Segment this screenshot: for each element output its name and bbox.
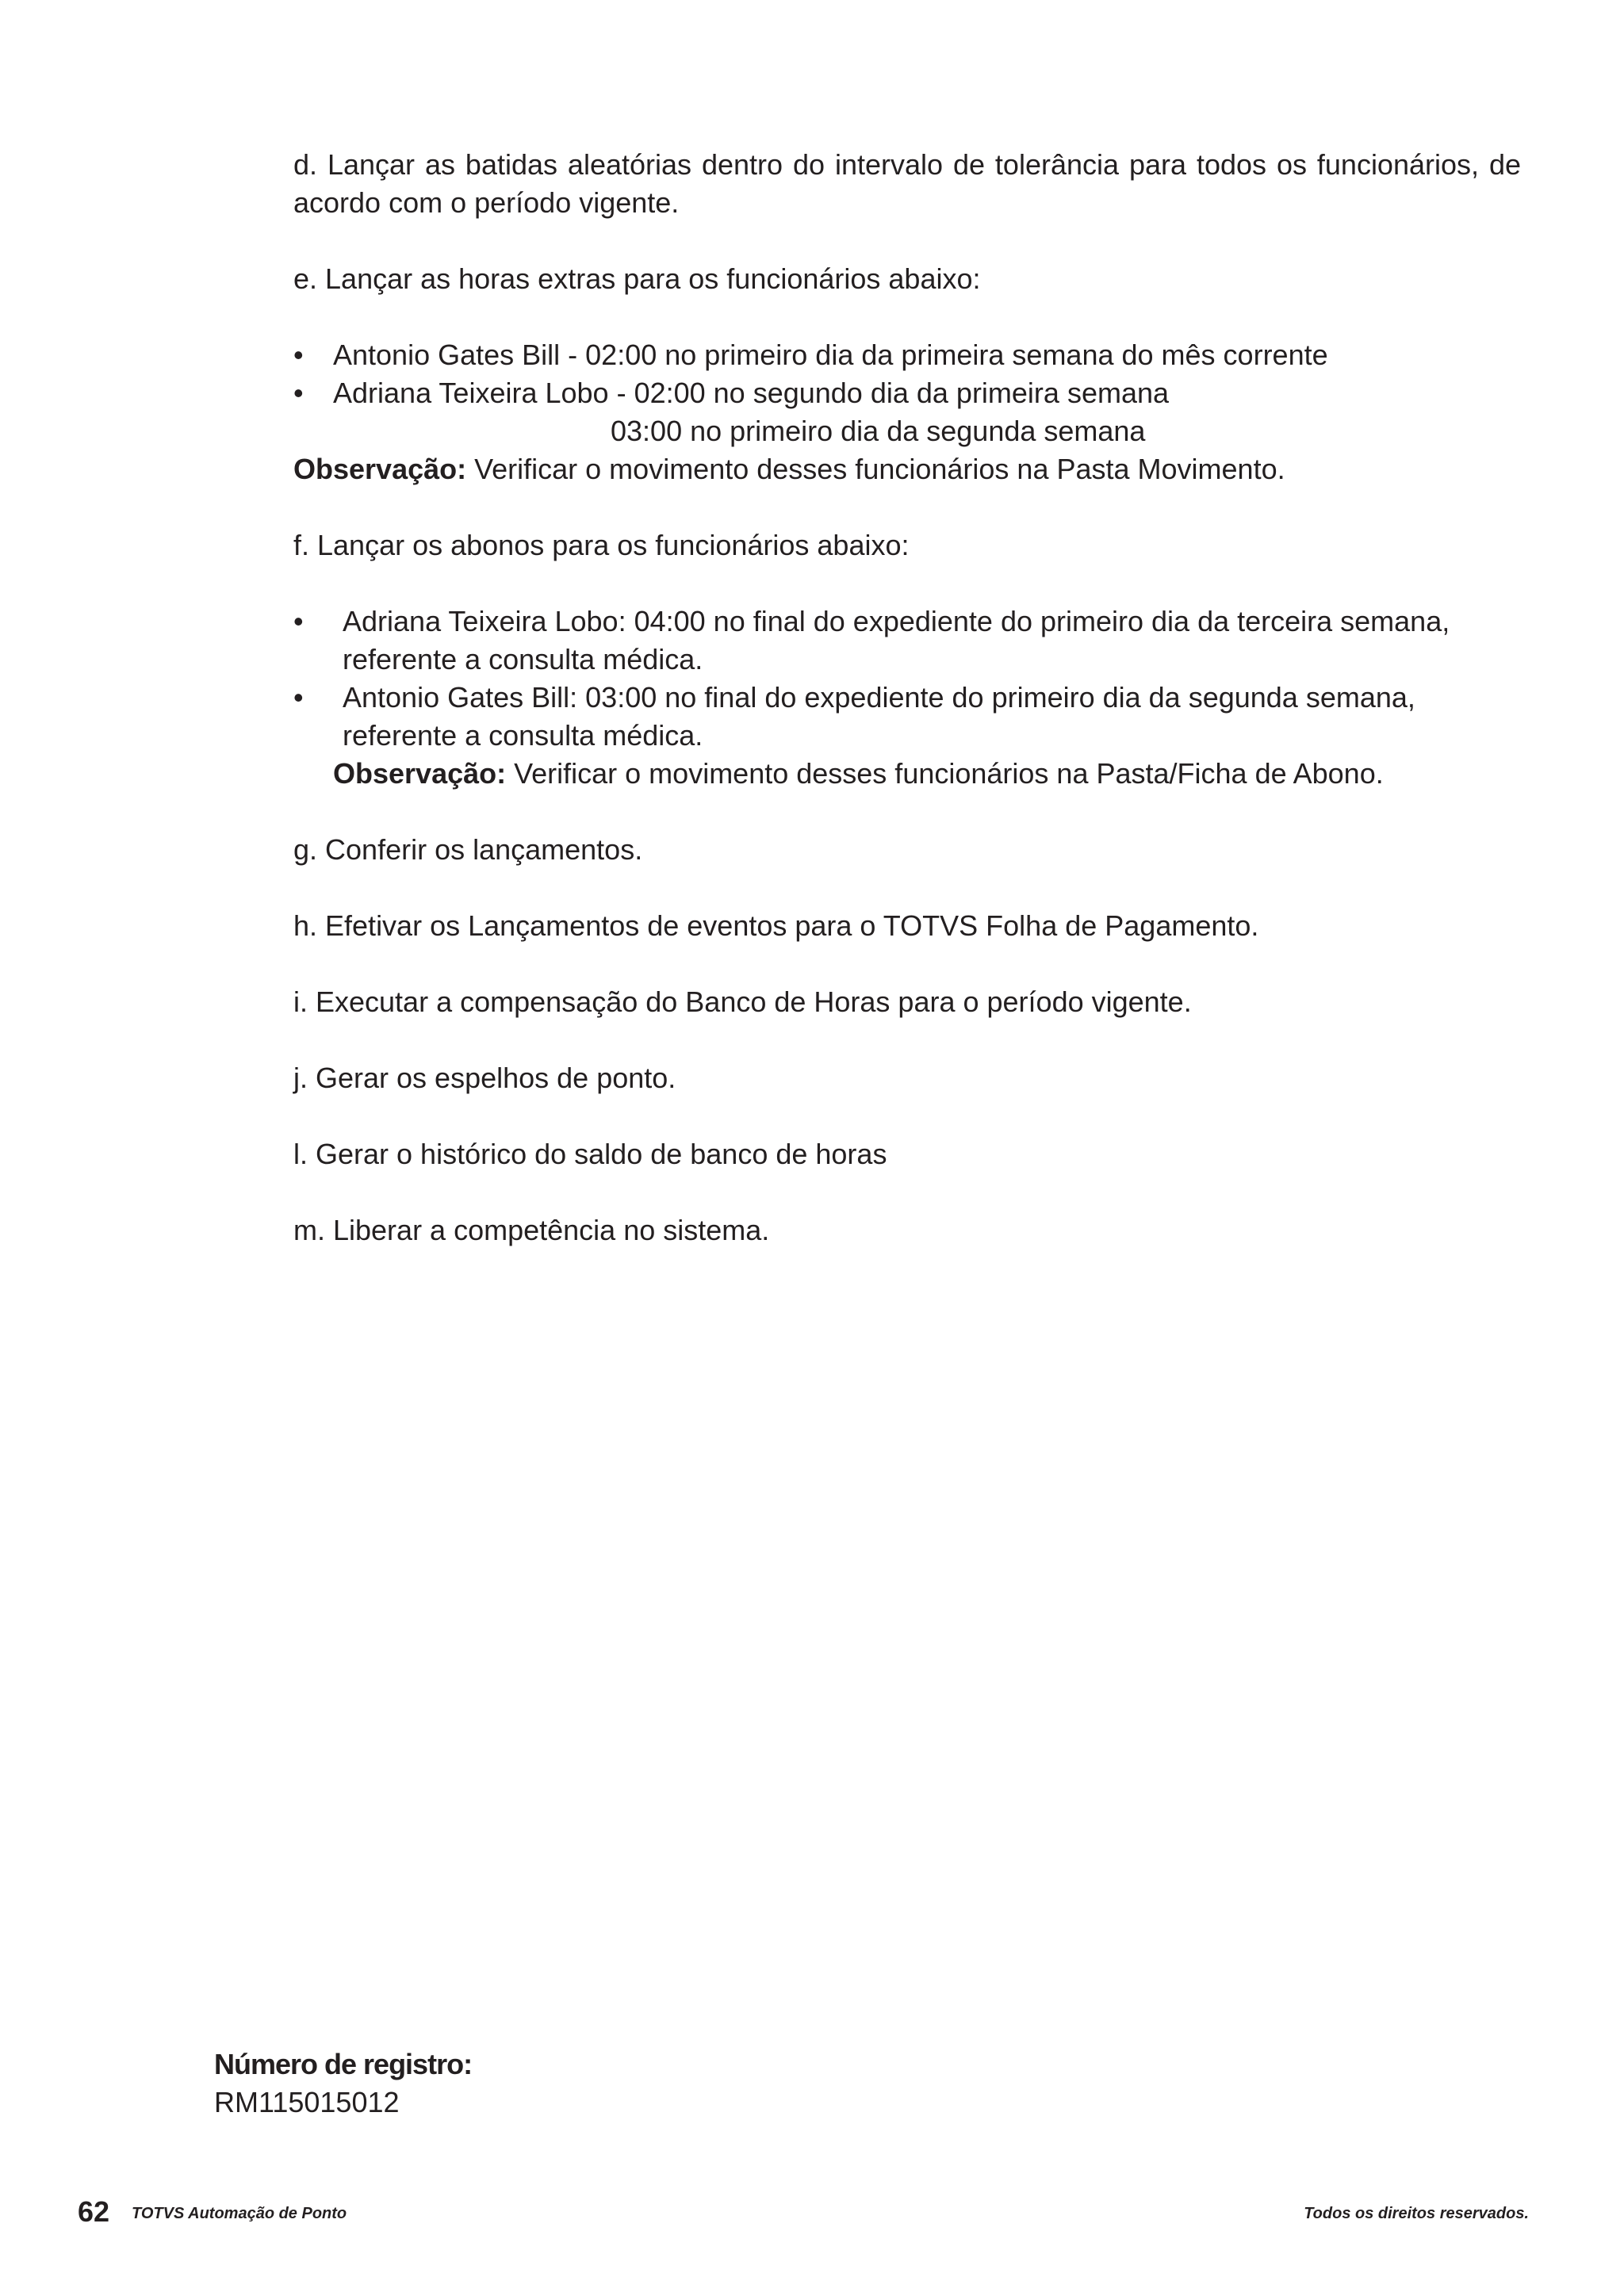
item-m: m. Liberar a competência no sistema. (293, 1214, 770, 1246)
list-item-text: Adriana Teixeira Lobo: 04:00 no final do expediente do primeiro dia da terceira semana, referente a consulta médica. (343, 605, 1450, 675)
list-item-continuation: 03:00 no primeiro dia da segunda semana (611, 415, 1146, 447)
observation-f (293, 755, 1521, 793)
list-item-text: Antonio Gates Bill: 03:00 no final do expediente do primeiro dia da segunda semana, referente a consulta médica. (343, 681, 1415, 752)
list-item (293, 679, 1521, 755)
observation-text: Verificar o movimento desses funcionários na Pasta/Ficha de Abono. (506, 757, 1384, 790)
bullet-icon: • (293, 681, 304, 714)
item-h: h. Efetivar os Lançamentos de eventos para o TOTVS Folha de Pagamento. (293, 909, 1259, 942)
registration-label: Número de registro: (214, 2048, 473, 2080)
observation-e (293, 450, 1521, 488)
item-g: g. Conferir os lançamentos. (293, 833, 643, 866)
list-item (293, 336, 1521, 374)
observation-label: Observação: (333, 757, 507, 790)
bullet-icon: • (293, 605, 304, 637)
document-body (293, 146, 1521, 1288)
list-item-text: Adriana Teixeira Lobo - 02:00 no segundo dia da primeira semana (333, 377, 1170, 409)
observation-text: Verificar o movimento desses funcionários na Pasta Movimento. (466, 453, 1285, 485)
item-j: j. Gerar os espelhos de ponto. (293, 1062, 676, 1094)
abono-list (293, 603, 1521, 793)
list-item-text: Antonio Gates Bill - 02:00 no primeiro dia da primeira semana do mês corrente (333, 339, 1328, 371)
item-d: d. Lançar as batidas aleatórias dentro do intervalo de tolerância para todos os funcionários, de acordo com o período vigente. (293, 148, 1521, 219)
list-item (293, 374, 1521, 412)
item-i: i. Executar a compensação do Banco de Horas para o período vigente. (293, 985, 1192, 1018)
footer-rights: Todos os direitos reservados. (1304, 2205, 1529, 2222)
page-number: 62 (78, 2195, 110, 2228)
item-l: l. Gerar o histórico do saldo de banco de horas (293, 1138, 887, 1170)
bullet-icon: • (293, 339, 304, 371)
footer-title: TOTVS Automação de Ponto (132, 2205, 347, 2222)
observation-label: Observação: (293, 453, 467, 485)
page-footer (78, 2196, 1529, 2228)
registration-number: RM115015012 (214, 2086, 400, 2118)
registration-block (214, 2045, 472, 2122)
item-e: e. Lançar as horas extras para os funcionários abaixo: (293, 262, 981, 295)
bullet-icon: • (293, 377, 304, 409)
overtime-list (293, 336, 1521, 488)
list-item (293, 603, 1521, 679)
item-f: f. Lançar os abonos para os funcionários abaixo: (293, 529, 910, 561)
